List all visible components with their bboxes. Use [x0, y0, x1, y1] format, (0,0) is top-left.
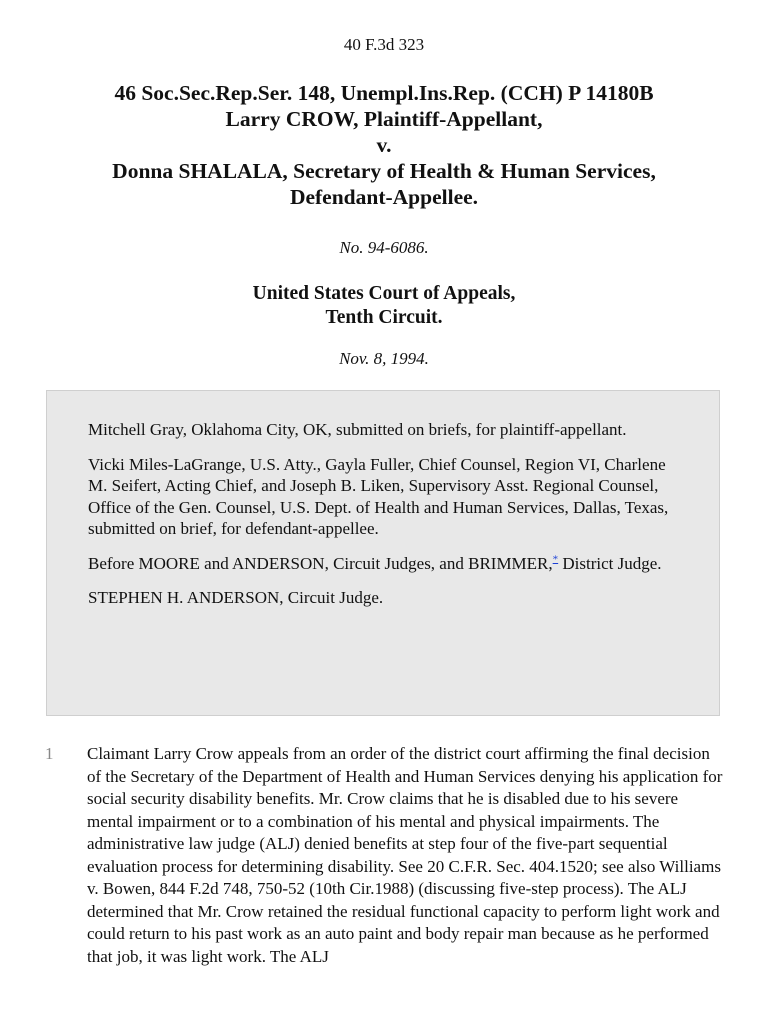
docket-number: No. 94-6086.	[339, 238, 429, 257]
case-title-line: Larry CROW, Plaintiff-Appellant,	[225, 107, 543, 131]
defendant-counsel: Vicki Miles-LaGrange, U.S. Atty., Gayla Fuller, Chief Counsel, Region VI, Charlene M. Seifert, Acting Chief, and Joseph B. Liken, Supervisory Asst. Regional Counsel, Office of the Gen. Counsel, U.S. Dept. of Health and Human Services, Dallas, Texas, submitted on brief, for defendant-appellee.	[88, 454, 669, 538]
paragraph-number: 1	[45, 744, 54, 763]
panel-judges-suffix: District Judge.	[558, 553, 662, 573]
panel-judges-text: Before MOORE and ANDERSON, Circuit Judges, and BRIMMER,	[88, 553, 553, 573]
case-title	[0, 80, 768, 210]
case-title-line: 46 Soc.Sec.Rep.Ser. 148, Unempl.Ins.Rep. (CCH) P 14180B	[114, 81, 654, 105]
case-citation: 40 F.3d 323	[343, 35, 425, 54]
decision-date: Nov. 8, 1994.	[339, 349, 429, 368]
footnote-link[interactable]: *	[552, 552, 559, 565]
court-name	[0, 282, 768, 330]
paragraph-text: Claimant Larry Crow appeals from an order of the district court affirming the final decision of the Secretary of the Department of Health and Human Services denying his application for social security disability benefits. Mr. Crow claims that he is disabled due to his severe mental impairment or to a combination of his mental and physical impairments. The administrative law judge (ALJ) denied benefits at step four of the five-part sequential evaluation process for determining disability. See 20 C.F.R. Sec. 404.1520; see also Williams v. Bowen, 844 F.2d 748, 750-52 (10th Cir.1988) (discussing five-step process). The ALJ determined that Mr. Crow retained the residual functional capacity to perform light work and could return to his past work as an auto paint and body repair man because as he performed that job, it was light work. The ALJ	[87, 744, 723, 966]
plaintiff-counsel: Mitchell Gray, Oklahoma City, OK, submitted on briefs, for plaintiff-appellant.	[88, 420, 627, 439]
panel-judges	[88, 553, 679, 575]
opinion-body	[0, 743, 768, 968]
counsel-box	[46, 390, 720, 716]
opinion-paragraph	[0, 743, 768, 968]
case-title-line: v.	[376, 133, 392, 157]
court-name-line: United States Court of Appeals,	[252, 283, 516, 304]
case-title-line: Donna SHALALA, Secretary of Health & Human Services,	[112, 159, 656, 183]
opinion-author: STEPHEN H. ANDERSON, Circuit Judge.	[88, 588, 384, 607]
court-name-line: Tenth Circuit.	[325, 307, 443, 328]
case-title-line: Defendant-Appellee.	[289, 185, 479, 209]
